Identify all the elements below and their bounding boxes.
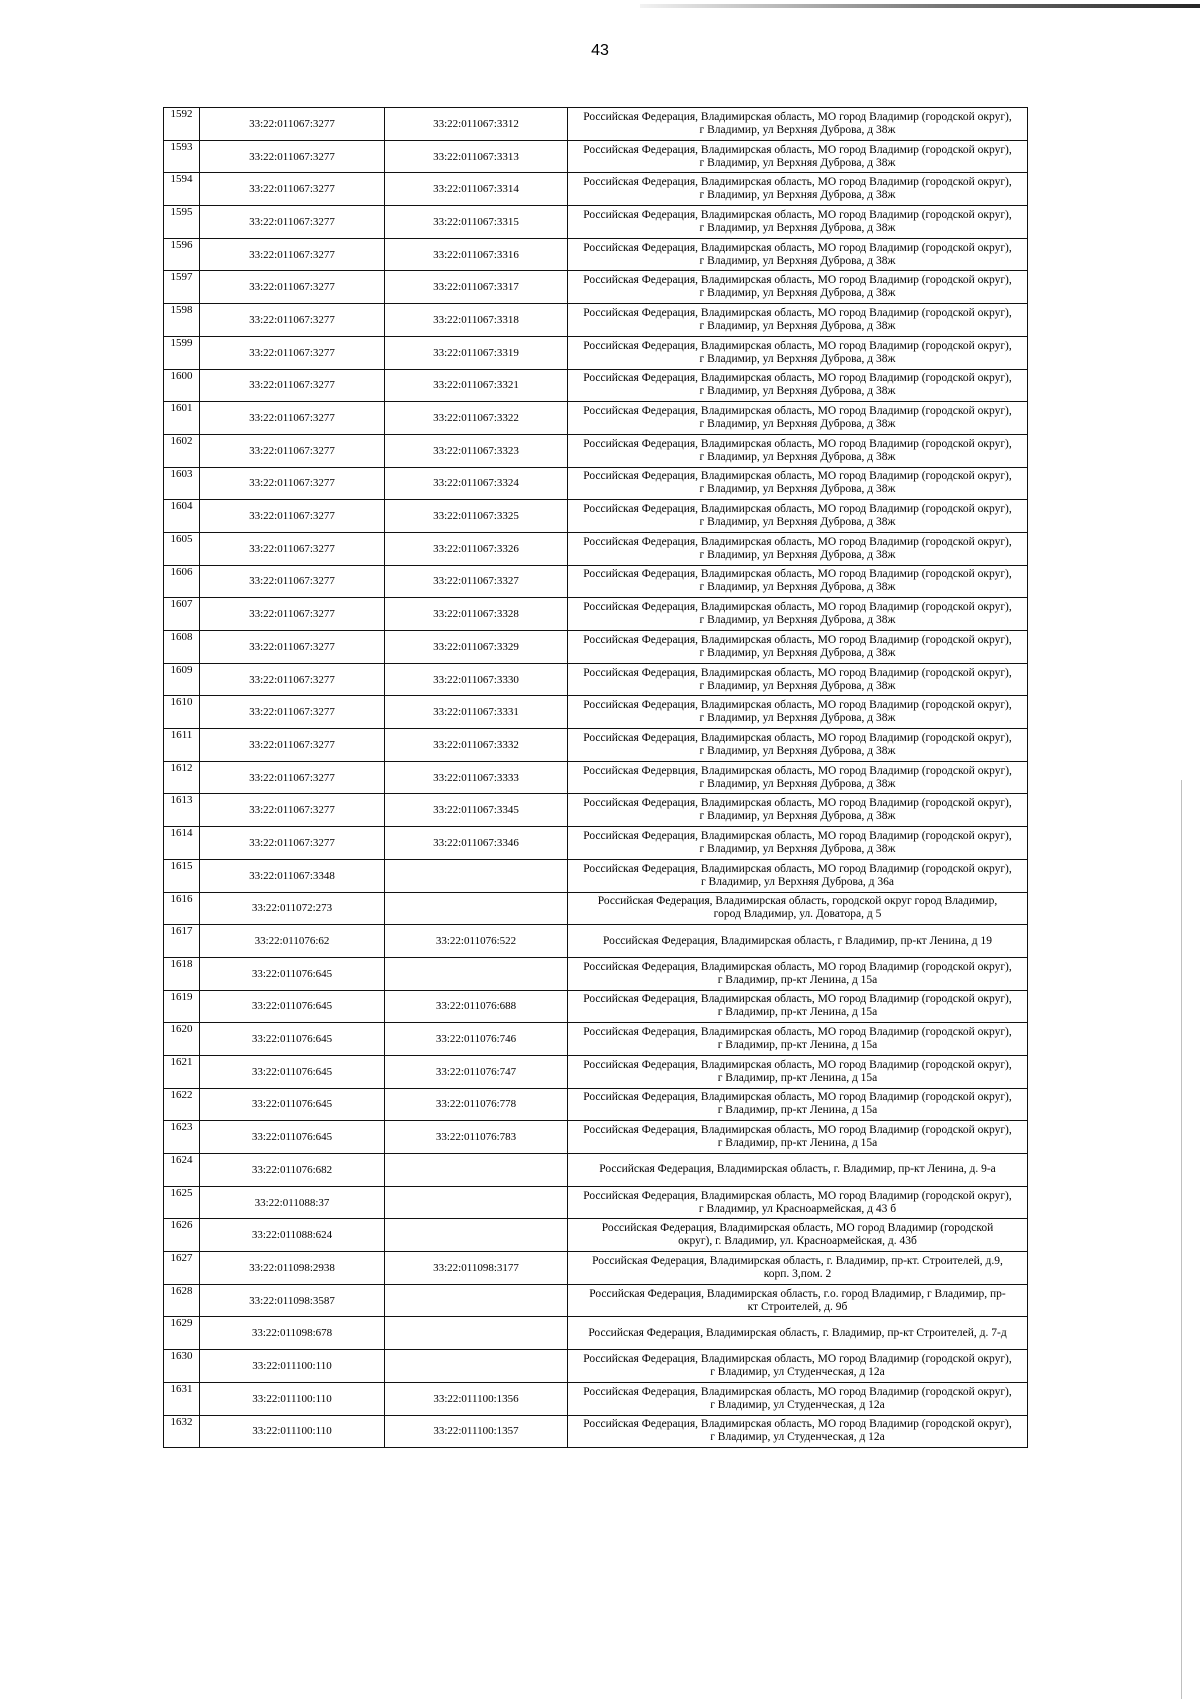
table-row xyxy=(164,794,1028,827)
table-row xyxy=(164,1088,1028,1121)
cadastral-number: 33:22:011098:678 xyxy=(200,1317,385,1350)
address-cell xyxy=(568,140,1028,173)
address-cell xyxy=(568,794,1028,827)
address-line: Российская Федерация, Владимирская область, МО город Владимир (городской округ), xyxy=(583,1418,1012,1431)
table-row xyxy=(164,631,1028,664)
row-number: 1613 xyxy=(164,794,200,827)
table-row xyxy=(164,663,1028,696)
linked-cadastral-number: 33:22:011067:3325 xyxy=(385,500,568,533)
table-row xyxy=(164,1317,1028,1350)
address-cell xyxy=(568,1350,1028,1383)
row-number: 1627 xyxy=(164,1252,200,1285)
row-number: 1599 xyxy=(164,336,200,369)
address-line: г Владимир, ул Красноармейская, д 43 б xyxy=(698,1202,897,1215)
table-row xyxy=(164,729,1028,762)
linked-cadastral-number: 33:22:011076:688 xyxy=(385,990,568,1023)
table-row xyxy=(164,1382,1028,1415)
address-line: г Владимир, ул Верхняя Дуброва, д 38ж xyxy=(699,352,896,365)
address-line: Российская Федерация, Владимирская область, МО город Владимир (городской округ), xyxy=(583,1091,1012,1104)
address-line: г Владимир, ул Верхняя Дуброва, д 38ж xyxy=(699,287,896,300)
cadastral-number: 33:22:011067:3277 xyxy=(200,565,385,598)
address-cell xyxy=(568,729,1028,762)
address-line: Российская Федерация, Владимирская область, МО город Владимир (городской округ), xyxy=(583,829,1012,842)
address-line: г Владимир, пр-кт Ленина, д 15а xyxy=(717,1006,878,1019)
address-line: Российская Федерация, Владимирская область, МО город Владимир (городской округ), xyxy=(583,699,1012,712)
cadastral-number: 33:22:011067:3348 xyxy=(200,859,385,892)
address-line: Российская Федервция, Владимирская область, МО город Владимир (городской округ), xyxy=(583,764,1012,777)
table-row xyxy=(164,238,1028,271)
address-cell xyxy=(568,598,1028,631)
address-cell xyxy=(568,859,1028,892)
address-line: г Владимир, ул Верхняя Дуброва, д 38ж xyxy=(699,450,896,463)
cadastral-number: 33:22:011076:645 xyxy=(200,1121,385,1154)
cadastral-number: 33:22:011067:3277 xyxy=(200,663,385,696)
table-row xyxy=(164,1415,1028,1448)
table-row xyxy=(164,467,1028,500)
address-cell xyxy=(568,1055,1028,1088)
address-cell xyxy=(568,696,1028,729)
linked-cadastral-number: 33:22:011067:3323 xyxy=(385,434,568,467)
address-cell xyxy=(568,827,1028,860)
row-number: 1605 xyxy=(164,532,200,565)
linked-cadastral-number: 33:22:011067:3330 xyxy=(385,663,568,696)
row-number: 1620 xyxy=(164,1023,200,1056)
address-line: г Владимир, ул Верхняя Дуброва, д 38ж xyxy=(699,123,896,136)
address-cell xyxy=(568,1415,1028,1448)
linked-cadastral-number: 33:22:011067:3318 xyxy=(385,304,568,337)
linked-cadastral-number xyxy=(385,859,568,892)
address-line: Российская Федерация, Владимирская область, МО город Владимир (городской округ), xyxy=(583,372,1012,385)
address-cell xyxy=(568,1284,1028,1317)
cadastral-number: 33:22:011100:110 xyxy=(200,1415,385,1448)
address-line: Российская Федерация, Владимирская область, МО город Владимир (городской округ), xyxy=(583,405,1012,418)
address-cell xyxy=(568,565,1028,598)
address-cell xyxy=(568,271,1028,304)
linked-cadastral-number xyxy=(385,1154,568,1187)
row-number: 1624 xyxy=(164,1154,200,1187)
address-line: Российская Федерация, Владимирская область, МО город Владимир (городской округ), xyxy=(583,437,1012,450)
address-line: Российская Федерация, Владимирская область, МО город Владимир (городской округ), xyxy=(583,797,1012,810)
row-number: 1608 xyxy=(164,631,200,664)
cadastral-number: 33:22:011067:3277 xyxy=(200,173,385,206)
linked-cadastral-number: 33:22:011098:3177 xyxy=(385,1252,568,1285)
address-cell xyxy=(568,304,1028,337)
table-row xyxy=(164,598,1028,631)
address-cell xyxy=(568,957,1028,990)
address-line: г Владимир, ул Верхняя Дуброва, д 38ж xyxy=(699,581,896,594)
linked-cadastral-number xyxy=(385,1350,568,1383)
row-number: 1617 xyxy=(164,925,200,958)
scan-edge-line xyxy=(1181,780,1182,1699)
address-line: Российская Федерация, Владимирская область, МО город Владимир (городской округ), xyxy=(583,993,1012,1006)
address-cell xyxy=(568,467,1028,500)
address-cell xyxy=(568,238,1028,271)
address-line: г Владимир, пр-кт Ленина, д 15а xyxy=(717,1104,878,1117)
linked-cadastral-number xyxy=(385,1284,568,1317)
address-cell xyxy=(568,1023,1028,1056)
cadastral-number: 33:22:011067:3277 xyxy=(200,794,385,827)
address-line: г Владимир, ул Верхняя Дуброва, д 38ж xyxy=(699,842,896,855)
cadastral-number: 33:22:011067:3277 xyxy=(200,369,385,402)
table-row xyxy=(164,402,1028,435)
address-line: г Владимир, ул Верхняя Дуброва, д 38ж xyxy=(699,646,896,659)
linked-cadastral-number: 33:22:011067:3327 xyxy=(385,565,568,598)
linked-cadastral-number: 33:22:011100:1356 xyxy=(385,1382,568,1415)
address-line: Российская Федерация, Владимирская область, МО город Владимир (городской округ), xyxy=(583,470,1012,483)
row-number: 1609 xyxy=(164,663,200,696)
table-row xyxy=(164,108,1028,141)
cadastral-number: 33:22:011067:3277 xyxy=(200,532,385,565)
address-line: г Владимир, пр-кт Ленина, д 15а xyxy=(717,1137,878,1150)
address-cell xyxy=(568,1186,1028,1219)
linked-cadastral-number xyxy=(385,1219,568,1252)
address-cell xyxy=(568,500,1028,533)
address-line: г Владимир, ул Верхняя Дуброва, д 38ж xyxy=(699,189,896,202)
cadastral-number: 33:22:011067:3277 xyxy=(200,336,385,369)
cadastral-number: 33:22:011076:62 xyxy=(200,925,385,958)
table-row xyxy=(164,892,1028,925)
linked-cadastral-number: 33:22:011067:3313 xyxy=(385,140,568,173)
row-number: 1606 xyxy=(164,565,200,598)
address-line: г Владимир, ул Верхняя Дуброва, д 38ж xyxy=(699,221,896,234)
row-number: 1603 xyxy=(164,467,200,500)
linked-cadastral-number: 33:22:011100:1357 xyxy=(385,1415,568,1448)
address-line: г Владимир, ул Верхняя Дуброва, д 38ж xyxy=(699,385,896,398)
linked-cadastral-number: 33:22:011067:3332 xyxy=(385,729,568,762)
cadastral-number: 33:22:011100:110 xyxy=(200,1382,385,1415)
address-cell xyxy=(568,1382,1028,1415)
cadastral-number: 33:22:011067:3277 xyxy=(200,434,385,467)
linked-cadastral-number: 33:22:011067:3329 xyxy=(385,631,568,664)
table-row xyxy=(164,1154,1028,1187)
address-line: Российская Федерация, Владимирская область, городской округ город Владимир, xyxy=(597,895,998,908)
address-line: г Владимир, ул Верхняя Дуброва, д 38ж xyxy=(699,810,896,823)
address-cell xyxy=(568,663,1028,696)
table-row xyxy=(164,434,1028,467)
table-row xyxy=(164,271,1028,304)
address-line: г Владимир, ул Верхняя Дуброва, д 38ж xyxy=(699,254,896,267)
address-line: Российская Федерация, Владимирская область, МО город Владимир (городской округ), xyxy=(583,666,1012,679)
linked-cadastral-number: 33:22:011067:3321 xyxy=(385,369,568,402)
table-row xyxy=(164,1252,1028,1285)
cadastral-number: 33:22:011076:645 xyxy=(200,1023,385,1056)
row-number: 1625 xyxy=(164,1186,200,1219)
cadastral-number: 33:22:011072:273 xyxy=(200,892,385,925)
registry-table xyxy=(163,107,1028,1448)
row-number: 1604 xyxy=(164,500,200,533)
address-line: г Владимир, ул Студенческая, д 12а xyxy=(710,1365,885,1378)
address-line: Российская Федерация, Владимирская область, МО город Владимир (городской округ), xyxy=(583,176,1012,189)
table-row xyxy=(164,1219,1028,1252)
address-line: Российская Федерация, Владимирская область, МО город Владимир (городской округ), xyxy=(583,1026,1012,1039)
address-line: Российская Федерация, Владимирская область, МО город Владимир (городской округ), xyxy=(583,339,1012,352)
address-cell xyxy=(568,369,1028,402)
address-line: г Владимир, ул Верхняя Дуброва, д 36а xyxy=(700,875,895,888)
linked-cadastral-number: 33:22:011067:3316 xyxy=(385,238,568,271)
linked-cadastral-number: 33:22:011067:3345 xyxy=(385,794,568,827)
address-cell xyxy=(568,892,1028,925)
cadastral-number: 33:22:011067:3277 xyxy=(200,206,385,239)
row-number: 1597 xyxy=(164,271,200,304)
row-number: 1629 xyxy=(164,1317,200,1350)
scan-edge-mark xyxy=(640,4,1200,8)
address-line: г Владимир, ул Верхняя Дуброва, д 38ж xyxy=(699,156,896,169)
row-number: 1596 xyxy=(164,238,200,271)
table-row xyxy=(164,336,1028,369)
address-line: г Владимир, ул Студенческая, д 12а xyxy=(710,1398,885,1411)
address-cell xyxy=(568,173,1028,206)
address-cell xyxy=(568,1219,1028,1252)
address-line: Российская Федерация, Владимирская область, МО город Владимир (городской округ), xyxy=(583,535,1012,548)
row-number: 1598 xyxy=(164,304,200,337)
address-line: Российская Федерация, Владимирская область, МО город Владимир (городской округ), xyxy=(583,960,1012,973)
table-row xyxy=(164,1023,1028,1056)
table-row xyxy=(164,1121,1028,1154)
linked-cadastral-number xyxy=(385,957,568,990)
linked-cadastral-number: 33:22:011067:3333 xyxy=(385,761,568,794)
linked-cadastral-number: 33:22:011076:747 xyxy=(385,1055,568,1088)
linked-cadastral-number: 33:22:011067:3315 xyxy=(385,206,568,239)
table-body xyxy=(164,108,1028,1448)
table-row xyxy=(164,532,1028,565)
address-cell xyxy=(568,1317,1028,1350)
row-number: 1610 xyxy=(164,696,200,729)
table-row xyxy=(164,1055,1028,1088)
row-number: 1628 xyxy=(164,1284,200,1317)
cadastral-number: 33:22:011067:3277 xyxy=(200,304,385,337)
table-row xyxy=(164,140,1028,173)
address-line: Российская Федерация, Владимирская область, МО город Владимир (городской округ), xyxy=(583,306,1012,319)
address-line: г Владимир, ул Студенческая, д 12а xyxy=(710,1431,885,1444)
address-line: Российская Федерация, Владимирская область, МО город Владимир (городской округ), xyxy=(583,241,1012,254)
address-line: Российская Федерация, Владимирская область, МО город Владимир (городской округ), xyxy=(583,1189,1012,1202)
address-line: город Владимир, ул. Доватора, д 5 xyxy=(713,908,882,921)
address-line: г Владимир, пр-кт Ленина, д 15а xyxy=(717,973,878,986)
address-line: Российская Федерация, Владимирская область, МО город Владимир (городской округ), xyxy=(583,601,1012,614)
address-line: Российская Федерация, Владимирская область, МО город Владимир (городской xyxy=(601,1222,994,1235)
address-line: Российская Федерация, Владимирская область, МО город Владимир (городской округ), xyxy=(583,274,1012,287)
linked-cadastral-number: 33:22:011076:522 xyxy=(385,925,568,958)
address-line: г Владимир, ул Верхняя Дуброва, д 38ж xyxy=(699,516,896,529)
address-line: Российская Федерация, Владимирская область, МО город Владимир (городской округ), xyxy=(583,1385,1012,1398)
address-line: кт Строителей, д. 9б xyxy=(747,1300,848,1313)
table-row xyxy=(164,925,1028,958)
row-number: 1595 xyxy=(164,206,200,239)
row-number: 1626 xyxy=(164,1219,200,1252)
table-row xyxy=(164,990,1028,1023)
cadastral-number: 33:22:011067:3277 xyxy=(200,271,385,304)
address-line: Российская Федерация, Владимирская область, г. Владимир, пр-кт Строителей, д. 7-д xyxy=(588,1326,1007,1339)
row-number: 1614 xyxy=(164,827,200,860)
linked-cadastral-number xyxy=(385,1317,568,1350)
row-number: 1623 xyxy=(164,1121,200,1154)
address-cell xyxy=(568,1088,1028,1121)
cadastral-number: 33:22:011067:3277 xyxy=(200,761,385,794)
table-row xyxy=(164,859,1028,892)
cadastral-number: 33:22:011100:110 xyxy=(200,1350,385,1383)
cadastral-number: 33:22:011076:645 xyxy=(200,1055,385,1088)
table-row xyxy=(164,369,1028,402)
cadastral-number: 33:22:011067:3277 xyxy=(200,402,385,435)
linked-cadastral-number: 33:22:011067:3322 xyxy=(385,402,568,435)
address-line: г Владимир, ул Верхняя Дуброва, д 38ж xyxy=(699,614,896,627)
row-number: 1602 xyxy=(164,434,200,467)
address-line: г Владимир, ул Верхняя Дуброва, д 38ж xyxy=(699,319,896,332)
address-line: Российская Федерация, Владимирская область, МО город Владимир (городской округ), xyxy=(583,633,1012,646)
table-row xyxy=(164,761,1028,794)
table-row xyxy=(164,1284,1028,1317)
linked-cadastral-number: 33:22:011067:3317 xyxy=(385,271,568,304)
table-row xyxy=(164,1186,1028,1219)
cadastral-number: 33:22:011076:645 xyxy=(200,990,385,1023)
address-cell xyxy=(568,434,1028,467)
table-row xyxy=(164,304,1028,337)
address-line: Российская Федерация, Владимирская область, МО город Владимир (городской округ), xyxy=(583,110,1012,123)
row-number: 1616 xyxy=(164,892,200,925)
address-cell xyxy=(568,925,1028,958)
address-cell xyxy=(568,631,1028,664)
row-number: 1622 xyxy=(164,1088,200,1121)
address-line: Российская Федерация, Владимирская область, МО город Владимир (городской округ), xyxy=(583,208,1012,221)
linked-cadastral-number: 33:22:011067:3319 xyxy=(385,336,568,369)
cadastral-number: 33:22:011067:3277 xyxy=(200,238,385,271)
address-line: г Владимир, ул Верхняя Дуброва, д 38ж xyxy=(699,483,896,496)
table-row xyxy=(164,500,1028,533)
table-row xyxy=(164,565,1028,598)
row-number: 1632 xyxy=(164,1415,200,1448)
row-number: 1618 xyxy=(164,957,200,990)
table-row xyxy=(164,957,1028,990)
address-line: Российская Федерация, Владимирская область, МО город Владимир (городской округ), xyxy=(583,731,1012,744)
address-line: Российская Федерация, Владимирская область, МО город Владимир (городской округ), xyxy=(583,143,1012,156)
cadastral-number: 33:22:011067:3277 xyxy=(200,729,385,762)
address-line: г Владимир, ул Верхняя Дуброва, д 38ж xyxy=(699,712,896,725)
linked-cadastral-number: 33:22:011067:3331 xyxy=(385,696,568,729)
address-cell xyxy=(568,1121,1028,1154)
linked-cadastral-number: 33:22:011067:3312 xyxy=(385,108,568,141)
address-line: Российская Федерация, Владимирская область, МО город Владимир (городской округ), xyxy=(583,1124,1012,1137)
linked-cadastral-number xyxy=(385,892,568,925)
address-cell xyxy=(568,206,1028,239)
address-line: Российская Федерация, Владимирская область, г. Владимир, пр-кт Ленина, д. 9-а xyxy=(599,1163,996,1176)
table-row xyxy=(164,696,1028,729)
linked-cadastral-number: 33:22:011076:778 xyxy=(385,1088,568,1121)
address-line: Российская Федерация, Владимирская область, МО город Владимир (городской округ), xyxy=(583,503,1012,516)
cadastral-number: 33:22:011067:3277 xyxy=(200,500,385,533)
address-line: г Владимир, пр-кт Ленина, д 15а xyxy=(717,1071,878,1084)
address-line: Российская Федерация, Владимирская область, г Владимир, пр-кт Ленина, д 19 xyxy=(603,934,992,947)
address-line: г Владимир, ул Верхняя Дуброва, д 38ж xyxy=(699,679,896,692)
linked-cadastral-number: 33:22:011067:3328 xyxy=(385,598,568,631)
address-cell xyxy=(568,761,1028,794)
cadastral-number: 33:22:011067:3277 xyxy=(200,108,385,141)
address-cell xyxy=(568,990,1028,1023)
cadastral-number: 33:22:011076:682 xyxy=(200,1154,385,1187)
cadastral-number: 33:22:011088:624 xyxy=(200,1219,385,1252)
linked-cadastral-number: 33:22:011076:746 xyxy=(385,1023,568,1056)
address-line: г Владимир, ул Верхняя Дуброва, д 38ж xyxy=(699,744,896,757)
row-number: 1630 xyxy=(164,1350,200,1383)
linked-cadastral-number: 33:22:011076:783 xyxy=(385,1121,568,1154)
address-line: Российская Федерация, Владимирская область, МО город Владимир (городской округ), xyxy=(583,568,1012,581)
address-cell xyxy=(568,1252,1028,1285)
cadastral-number: 33:22:011067:3277 xyxy=(200,140,385,173)
address-line: Российская Федерация, Владимирская область, г. Владимир, пр-кт. Строителей, д.9, xyxy=(592,1254,1003,1267)
cadastral-number: 33:22:011076:645 xyxy=(200,957,385,990)
row-number: 1593 xyxy=(164,140,200,173)
row-number: 1600 xyxy=(164,369,200,402)
linked-cadastral-number: 33:22:011067:3324 xyxy=(385,467,568,500)
linked-cadastral-number: 33:22:011067:3346 xyxy=(385,827,568,860)
table-row xyxy=(164,173,1028,206)
row-number: 1621 xyxy=(164,1055,200,1088)
cadastral-number: 33:22:011088:37 xyxy=(200,1186,385,1219)
row-number: 1612 xyxy=(164,761,200,794)
linked-cadastral-number: 33:22:011067:3326 xyxy=(385,532,568,565)
row-number: 1592 xyxy=(164,108,200,141)
cadastral-number: 33:22:011067:3277 xyxy=(200,467,385,500)
table-row xyxy=(164,1350,1028,1383)
linked-cadastral-number: 33:22:011067:3314 xyxy=(385,173,568,206)
cadastral-number: 33:22:011098:2938 xyxy=(200,1252,385,1285)
cadastral-number: 33:22:011076:645 xyxy=(200,1088,385,1121)
table-row xyxy=(164,827,1028,860)
address-line: Российская Федерация, Владимирская область, МО город Владимир (городской округ), xyxy=(583,1352,1012,1365)
address-cell xyxy=(568,402,1028,435)
row-number: 1631 xyxy=(164,1382,200,1415)
address-line: г Владимир, пр-кт Ленина, д 15а xyxy=(717,1039,878,1052)
address-line: г Владимир, ул Верхняя Дуброва, д 38ж xyxy=(699,777,896,790)
address-cell xyxy=(568,108,1028,141)
cadastral-number: 33:22:011067:3277 xyxy=(200,696,385,729)
address-cell xyxy=(568,336,1028,369)
row-number: 1607 xyxy=(164,598,200,631)
address-line: Российская Федерация, Владимирская область, МО город Владимир (городской округ), xyxy=(583,1058,1012,1071)
address-line: Российская Федерация, Владимирская область, г.о. город Владимир, г Владимир, пр- xyxy=(589,1287,1006,1300)
address-line: Российская Федерация, Владимирская область, МО город Владимир (городской округ), xyxy=(583,862,1012,875)
cadastral-number: 33:22:011098:3587 xyxy=(200,1284,385,1317)
cadastral-number: 33:22:011067:3277 xyxy=(200,827,385,860)
row-number: 1594 xyxy=(164,173,200,206)
cadastral-number: 33:22:011067:3277 xyxy=(200,631,385,664)
cadastral-number: 33:22:011067:3277 xyxy=(200,598,385,631)
address-line: г Владимир, ул Верхняя Дуброва, д 38ж xyxy=(699,548,896,561)
address-line: округ), г. Владимир, ул. Красноармейская, д. 43б xyxy=(678,1235,917,1248)
page-number: 43 xyxy=(591,42,609,59)
address-cell xyxy=(568,532,1028,565)
linked-cadastral-number xyxy=(385,1186,568,1219)
row-number: 1615 xyxy=(164,859,200,892)
row-number: 1601 xyxy=(164,402,200,435)
table-row xyxy=(164,206,1028,239)
row-number: 1611 xyxy=(164,729,200,762)
address-cell xyxy=(568,1154,1028,1187)
address-line: г Владимир, ул Верхняя Дуброва, д 38ж xyxy=(699,418,896,431)
row-number: 1619 xyxy=(164,990,200,1023)
address-line: корп. 3,пом. 2 xyxy=(763,1267,832,1280)
